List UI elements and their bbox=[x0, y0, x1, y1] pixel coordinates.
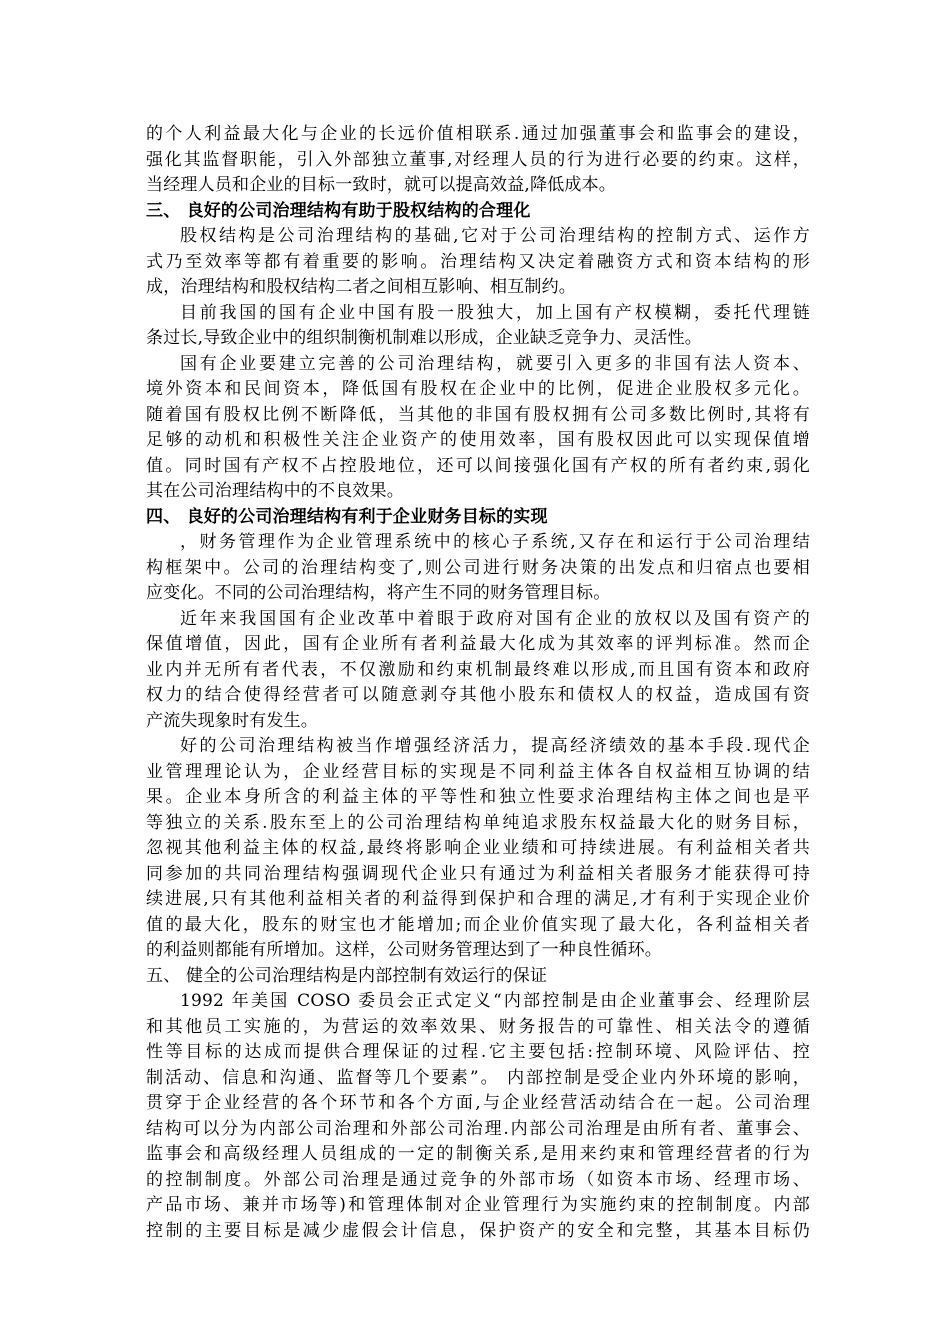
text-line: 保值增值，因此，国有企业所有者利益最大化成为其效率的评判标准。然而企 bbox=[146, 634, 810, 654]
text-line: 强化其监督职能，引入外部独立董事,对经理人员的行为进行必要的约束。这样， bbox=[146, 149, 810, 170]
text-line: 随着国有股权比例不断降低，当其他的非国有股权拥有公司多数比例时,其将有 bbox=[146, 404, 810, 425]
text-line: 和其他员工实施的，为营运的效率效果、财务报告的可靠性、相关法令的遵循 bbox=[146, 1016, 810, 1037]
text-line: 结构可以分为内部公司治理和外部公司治理.内部公司治理是由所有者、董事会、 bbox=[146, 1118, 810, 1139]
text-line: 等独立的关系.股东至上的公司治理结构单纯追求股东权益最大化的财务目标， bbox=[146, 812, 810, 833]
text-line: 性等目标的达成而提供合理保证的过程.它主要包括:控制环境、风险评估、控 bbox=[146, 1042, 810, 1062]
text-line: 的个人利益最大化与企业的长远价值相联系.通过加强董事会和监事会的建设， bbox=[146, 124, 810, 144]
text-line: 产流失现象时有发生。 bbox=[146, 710, 318, 731]
text-line: 其在公司治理结构中的不良效果。 bbox=[146, 481, 404, 501]
text-line: 应变化。不同的公司治理结构，将产生不同的财务管理目标。 bbox=[146, 583, 611, 603]
text-line: 好的公司治理结构被当作增强经济活力，提高经济绩效的基本手段.现代企 bbox=[180, 736, 810, 756]
section-heading: 四、 良好的公司治理结构有利于企业财务目标的实现 bbox=[146, 506, 548, 527]
text-line: 监事会和高级经理人员组成的一定的制衡关系,是用来约束和管理经营者的行为 bbox=[146, 1144, 810, 1164]
section-heading: 三、 良好的公司治理结构有助于股权结构的合理化 bbox=[146, 200, 531, 221]
text-line: 国有企业要建立完善的公司治理结构，就要引入更多的非国有法人资本、 bbox=[180, 353, 810, 374]
text-line: 近年来我国国有企业改革中着眼于政府对国有企业的放权以及国有资产的 bbox=[180, 608, 810, 629]
text-line: 权力的结合使得经营者可以随意剥夺其他小股东和债权人的权益，造成国有资 bbox=[146, 685, 810, 705]
text-line: 当经理人员和企业的目标一致时，就可以提高效益,降低成本。 bbox=[146, 175, 617, 195]
text-line: 构框架中。公司的治理结构变了,则公司进行财务决策的出发点和归宿点也要相 bbox=[146, 557, 810, 578]
text-line: 目前我国的国有企业中国有股一股独大，加上国有产权模糊，委托代理链 bbox=[180, 302, 810, 323]
text-line: 五、 健全的公司治理结构是内部控制有效运行的保证 bbox=[146, 965, 548, 986]
text-line: 业管理理论认为，企业经营目标的实现是不同利益主体各自权益相互协调的结 bbox=[146, 761, 810, 782]
text-line: 贯穿于企业经营的各个环节和各个方面,与企业经营活动结合在一起。公司治理 bbox=[146, 1093, 810, 1113]
text-line: 控制的主要目标是减少虚假会计信息，保护资产的安全和完整，其基本目标仍 bbox=[146, 1220, 810, 1241]
text-line: 业内并无所有者代表，不仅激励和约束机制最终难以形成,而且国有资本和政府 bbox=[146, 659, 810, 680]
text-line: ，财务管理作为企业管理系统中的核心子系统,又存在和运行于公司治理结 bbox=[180, 532, 810, 552]
text-line: 值。同时国有产权不占控股地位，还可以间接强化国有产权的所有者约束,弱化 bbox=[146, 455, 810, 476]
text-line: 的利益则都能有所增加。这样，公司财务管理达到了一种良性循环。 bbox=[146, 940, 662, 960]
text-line: 值的最大化，股东的财宝也才能增加;而企业价值实现了最大化，各利益相关者 bbox=[146, 914, 810, 935]
text-line: 产品市场、兼并市场等)和管理体制对企业管理行为实施约束的控制制度。内部 bbox=[146, 1195, 810, 1215]
text-line: 股权结构是公司治理结构的基础,它对于公司治理结构的控制方式、运作方 bbox=[180, 226, 810, 246]
text-line: 同参加的共同治理结构强调现代企业只有通过为利益相关者服务才能获得可持 bbox=[146, 863, 810, 884]
text-line: 果。企业本身所含的利益主体的平等性和独立性要求治理结构主体之间也是平 bbox=[146, 787, 810, 807]
document-page bbox=[146, 122, 810, 1244]
text-line: 境外资本和民间资本，降低国有股权在企业中的比例，促进企业股权多元化。 bbox=[146, 379, 810, 399]
text-line: 忽视其他利益主体的权益,最终将影响企业业绩和可持续进展。有利益相关者共 bbox=[146, 838, 810, 858]
text-line: 1992 年美国 COSO 委员会正式定义“内部控制是由企业董事会、经理阶层 bbox=[180, 991, 810, 1011]
text-line: 式乃至效率等都有着重要的影响。治理结构又决定着融资方式和资本结构的形 bbox=[146, 251, 810, 272]
text-line: 足够的动机和积极性关注企业资产的使用效率，国有股权因此可以实现保值增 bbox=[146, 430, 810, 450]
text-line: 成，治理结构和股权结构二者之间相互影响、相互制约。 bbox=[146, 277, 576, 297]
text-line: 条过长,导致企业中的组织制衡机制难以形成，企业缺乏竞争力、灵活性。 bbox=[146, 328, 703, 348]
text-line: 续进展,只有其他利益相关者的利益得到保护和合理的满足,才有利于实现企业价 bbox=[146, 889, 810, 909]
text-line: 的控制制度。外部公司治理是通过竞争的外部市场（如资本市场、经理市场、 bbox=[146, 1169, 810, 1190]
text-line: 制活动、信息和沟通、监督等几个要素”。 内部控制是受企业内外环境的影响， bbox=[146, 1067, 810, 1088]
